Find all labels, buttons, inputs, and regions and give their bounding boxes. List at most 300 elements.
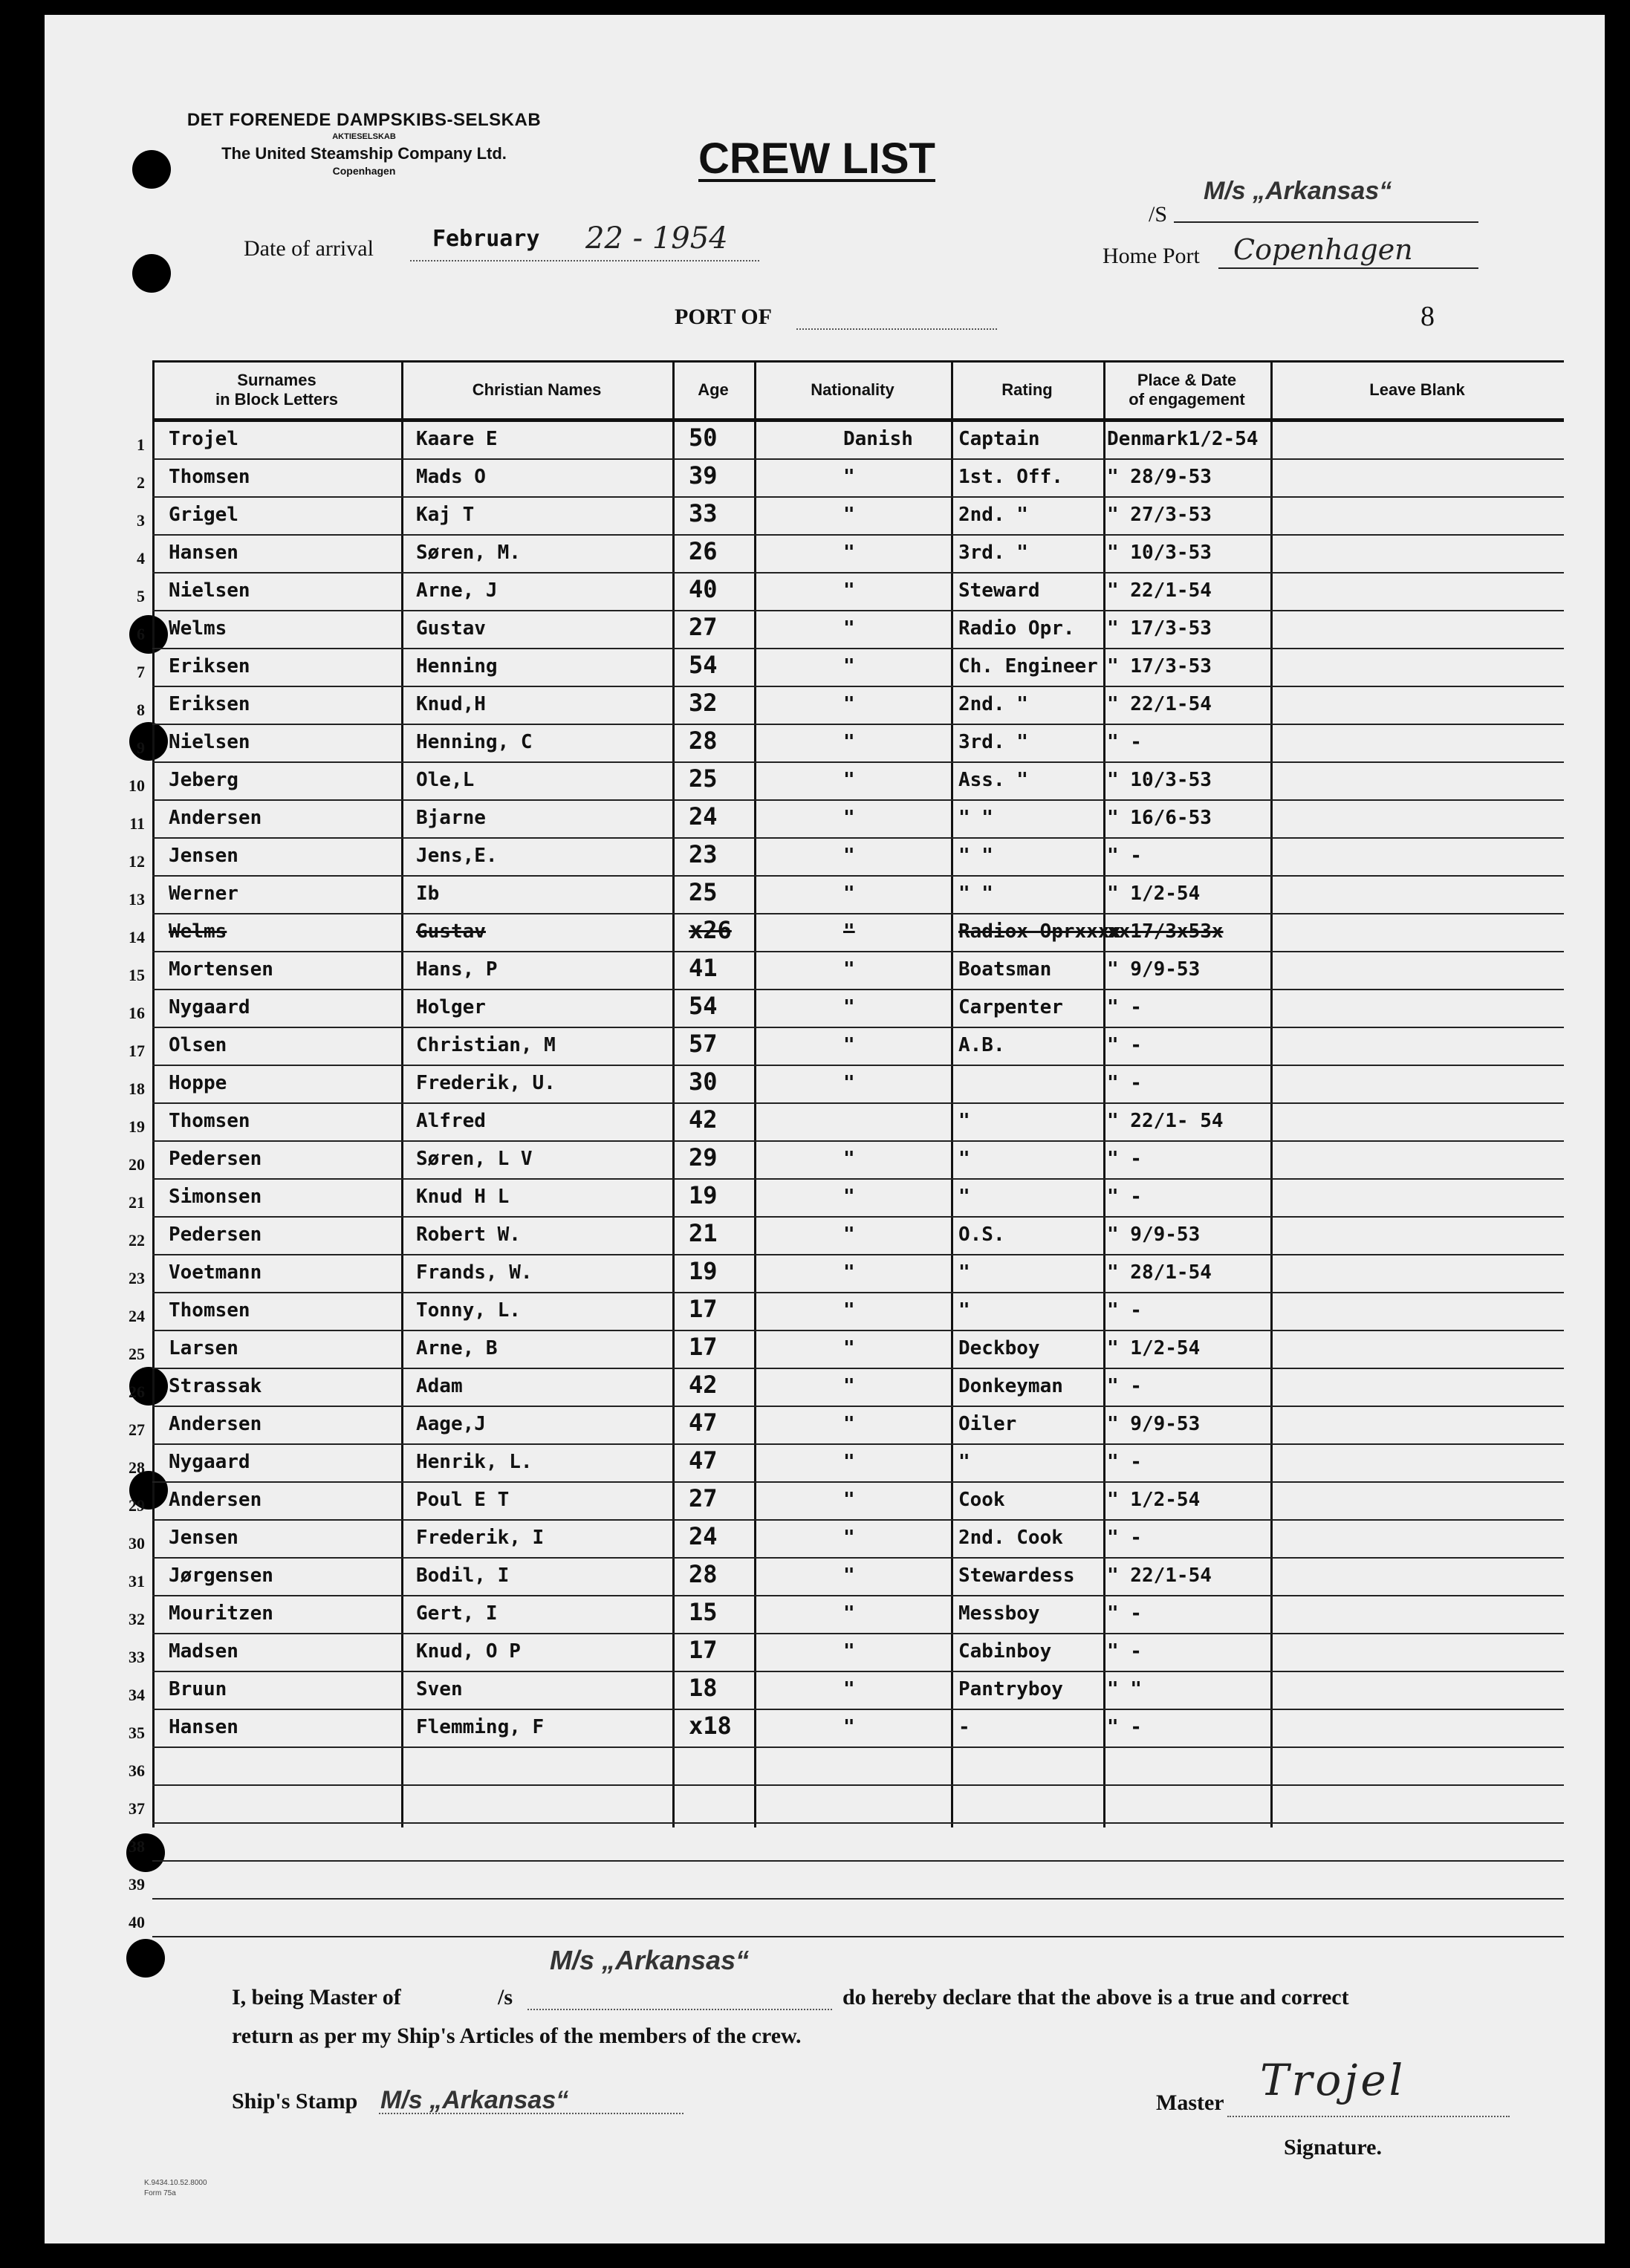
cell-engagement: " 22/1-54: [1107, 693, 1212, 715]
crew-table: [129, 360, 1564, 1931]
table-row: [129, 1786, 1564, 1824]
cell-nationality: ": [843, 693, 855, 715]
cell-nationality: ": [843, 1451, 855, 1473]
cell-christian: Jens,E.: [416, 845, 498, 867]
cell-surname: Strassak: [169, 1375, 262, 1397]
cell-engagement: " 9/9-53: [1107, 1413, 1201, 1435]
cell-surname: Mouritzen: [169, 1602, 273, 1625]
cell-nationality: ": [843, 1375, 855, 1397]
cell-age: 18: [689, 1674, 718, 1702]
cell-surname: Pedersen: [169, 1224, 262, 1246]
table-row: [129, 1255, 1564, 1293]
company-type: AKTIESELSKAB: [332, 132, 396, 141]
cell-age: 24: [689, 802, 718, 831]
row-number: 20: [129, 1155, 145, 1174]
cell-age: 24: [689, 1522, 718, 1550]
row-number: 14: [129, 928, 145, 946]
cell-rating: Pantryboy: [958, 1678, 1063, 1700]
row-number: 24: [129, 1307, 145, 1325]
cell-surname: Eriksen: [169, 655, 250, 678]
cell-christian: Arne, B: [416, 1337, 498, 1359]
cell-nationality: ": [843, 1716, 855, 1738]
cell-engagement: " -: [1107, 1527, 1142, 1549]
master-label: Master: [1156, 2090, 1224, 2115]
row-number: 28: [129, 1458, 145, 1477]
cell-engagement: " 1/2-54: [1107, 883, 1201, 905]
cell-age: 25: [689, 764, 718, 793]
table-row: [129, 1066, 1564, 1104]
cell-rating: Cook: [958, 1489, 1005, 1511]
cell-surname: Nielsen: [169, 731, 250, 753]
cell-christian: Gustav: [416, 617, 486, 640]
table-row: [129, 1672, 1564, 1710]
cell-age: 15: [689, 1598, 718, 1626]
cell-christian: Arne, J: [416, 579, 498, 602]
row-divider: [152, 1936, 1564, 1937]
cell-surname: Nygaard: [169, 996, 250, 1018]
cell-rating: Boatsman: [958, 958, 1052, 981]
company-name-danish: DET FORENEDE DAMPSKIBS-SELSKAB: [186, 110, 542, 130]
cell-engagement: " 17/3-53: [1107, 617, 1212, 640]
cell-surname: Mortensen: [169, 958, 273, 981]
table-row: [129, 1559, 1564, 1596]
cell-rating: Deckboy: [958, 1337, 1040, 1359]
cell-nationality: ": [843, 1489, 855, 1511]
cell-christian: Frederik, I: [416, 1527, 545, 1549]
table-row: [137, 687, 1564, 725]
table-row: [129, 1028, 1564, 1066]
cell-surname: Olsen: [169, 1034, 227, 1056]
row-number: 29: [129, 1496, 145, 1515]
cell-engagement: " 16/6-53: [1107, 807, 1212, 829]
ship-name-stamp: M/s „Arkansas“: [1204, 177, 1392, 205]
date-month: February: [432, 226, 540, 252]
cell-engagement: " -: [1107, 1072, 1142, 1094]
cell-age: x26: [689, 916, 732, 944]
cell-rating: ": [958, 1451, 970, 1473]
table-row: [129, 1331, 1564, 1369]
ships-stamp-label: Ship's Stamp: [232, 2089, 358, 2113]
table-row: [129, 1369, 1564, 1407]
cell-surname: Grigel: [169, 504, 238, 526]
cell-engagement: " -: [1107, 1186, 1142, 1208]
cell-rating: Messboy: [958, 1602, 1040, 1625]
row-number: 15: [129, 966, 145, 984]
cell-rating: Radiox Oprxxxx: [958, 920, 1122, 943]
cell-age: 19: [689, 1181, 718, 1209]
row-number: 40: [129, 1913, 145, 1931]
cell-surname: Jørgensen: [169, 1564, 273, 1587]
cell-christian: Knud, O P: [416, 1640, 521, 1663]
table-row: [129, 1748, 1564, 1786]
table-row: [137, 536, 1564, 574]
cell-rating: " ": [958, 883, 993, 905]
cell-age: 17: [689, 1333, 718, 1361]
cell-age: 39: [689, 461, 718, 490]
page-number: 8: [1420, 301, 1435, 332]
cell-engagement: " -: [1107, 1716, 1142, 1738]
cell-christian: Bodil, I: [416, 1564, 510, 1587]
cell-christian: Knud,H: [416, 693, 486, 715]
cell-age: 32: [689, 689, 718, 717]
cell-christian: Flemming, F: [416, 1716, 545, 1738]
col-header-age: Age: [698, 380, 729, 399]
cell-nationality: ": [843, 1413, 855, 1435]
row-number: 19: [129, 1117, 145, 1136]
cell-rating: 3rd. ": [958, 731, 1028, 753]
cell-engagement: " 9/9-53: [1107, 1224, 1201, 1246]
cell-age: 57: [689, 1030, 718, 1058]
table-row: [129, 990, 1564, 1028]
cell-age: 17: [689, 1295, 718, 1323]
master-signature-line: [1227, 2116, 1510, 2117]
cell-age: 47: [689, 1408, 718, 1437]
row-number: 16: [129, 1004, 145, 1022]
cell-surname: Voetmann: [169, 1261, 262, 1284]
table-row: [129, 1710, 1564, 1748]
table-row: [137, 649, 1564, 687]
ship-prefix: /S: [1149, 202, 1168, 227]
cell-rating: " ": [958, 807, 993, 829]
table-row: [129, 1483, 1564, 1521]
cell-christian: Henning: [416, 655, 498, 678]
cell-nationality: ": [843, 1527, 855, 1549]
master-signature: Trojel: [1260, 2055, 1406, 2105]
cell-christian: Ole,L: [416, 769, 475, 791]
row-number: 30: [129, 1534, 145, 1553]
cell-nationality: ": [843, 1072, 855, 1094]
cell-engagement: xx17/3x53x: [1107, 920, 1224, 943]
cell-age: 23: [689, 840, 718, 868]
cell-surname: Thomsen: [169, 1299, 250, 1322]
crew-list-document: [45, 15, 1605, 2243]
cell-engagement: " 17/3-53: [1107, 655, 1212, 678]
cell-christian: Holger: [416, 996, 486, 1018]
row-number: 25: [129, 1345, 145, 1363]
table-row: [137, 498, 1564, 536]
col-header-engagement: Place & Date of engagement: [1129, 371, 1245, 409]
cell-rating: ": [958, 1148, 970, 1170]
cell-surname: Pedersen: [169, 1148, 262, 1170]
cell-engagement: " 22/1-54: [1107, 579, 1212, 602]
cell-nationality: ": [843, 996, 855, 1018]
cell-surname: Nielsen: [169, 579, 250, 602]
row-number: 37: [129, 1799, 145, 1818]
cell-engagement: " -: [1107, 1451, 1142, 1473]
row-number: 26: [129, 1382, 145, 1401]
cell-engagement: " 9/9-53: [1107, 958, 1201, 981]
table-row: [129, 1445, 1564, 1483]
cell-age: 29: [689, 1143, 718, 1172]
cell-engagement: " -: [1107, 1375, 1142, 1397]
row-number: 35: [129, 1723, 145, 1742]
port-of-label: PORT OF: [675, 305, 772, 329]
cell-age: 26: [689, 537, 718, 565]
cell-age: 54: [689, 651, 718, 679]
cell-nationality: ": [843, 1640, 855, 1663]
cell-engagement: Denmark1/2-54: [1107, 428, 1259, 450]
cell-christian: Kaare E: [416, 428, 498, 450]
col-header-surnames: Surnames in Block Letters: [215, 371, 339, 409]
row-number: 32: [129, 1610, 145, 1628]
table-row: [129, 1218, 1564, 1255]
cell-age: 42: [689, 1105, 718, 1134]
cell-rating: " ": [958, 845, 993, 867]
cell-surname: Thomsen: [169, 1110, 250, 1132]
table-row: [129, 801, 1564, 839]
signature-label: Signature.: [1284, 2135, 1382, 2160]
row-number: 3: [137, 511, 145, 530]
table-row: [129, 1104, 1564, 1142]
cell-rating: Captain: [958, 428, 1040, 450]
cell-engagement: " -: [1107, 1148, 1142, 1170]
table-row: [129, 1180, 1564, 1218]
cell-rating: Steward: [958, 579, 1040, 602]
cell-surname: Hansen: [169, 1716, 238, 1738]
cell-christian: Christian, M: [416, 1034, 556, 1056]
cell-surname: Welms: [169, 920, 227, 943]
row-number: 10: [129, 776, 145, 795]
cell-surname: Werner: [169, 883, 238, 905]
table-row: [129, 1862, 1564, 1900]
cell-age: x18: [689, 1712, 732, 1740]
cell-rating: Radio Opr.: [958, 617, 1075, 640]
row-number: 18: [129, 1079, 145, 1098]
row-number: 17: [129, 1042, 145, 1060]
cell-age: 54: [689, 992, 718, 1020]
cell-rating: 1st. Off.: [958, 466, 1063, 488]
cell-rating: O.S.: [958, 1224, 1005, 1246]
table-row: [129, 914, 1564, 952]
cell-age: 28: [689, 1560, 718, 1588]
row-number: 22: [129, 1231, 145, 1250]
cell-age: 42: [689, 1371, 718, 1399]
form-code: K.9434.10.52.8000 Form 75a: [144, 2179, 207, 2197]
cell-nationality: ": [843, 1186, 855, 1208]
cell-nationality: ": [843, 920, 855, 943]
table-row: [137, 611, 1564, 649]
cell-age: 27: [689, 1484, 718, 1512]
cell-rating: Stewardess: [958, 1564, 1075, 1587]
row-number: 27: [129, 1420, 145, 1439]
cell-engagement: " -: [1107, 996, 1142, 1018]
cell-surname: Simonsen: [169, 1186, 262, 1208]
cell-rating: 2nd. ": [958, 693, 1028, 715]
company-city: Copenhagen: [332, 165, 396, 177]
table-row: [137, 574, 1564, 611]
cell-christian: Frederik, U.: [416, 1072, 556, 1094]
cell-christian: Poul E T: [416, 1489, 510, 1511]
cell-rating: Oiler: [958, 1413, 1017, 1435]
col-header-leave-blank: Leave Blank: [1369, 380, 1465, 399]
cell-nationality: ": [843, 617, 855, 640]
cell-engagement: " -: [1107, 1034, 1142, 1056]
row-number: 34: [129, 1686, 145, 1704]
cell-surname: Hansen: [169, 542, 238, 564]
cell-christian: Adam: [416, 1375, 463, 1397]
cell-christian: Bjarne: [416, 807, 486, 829]
row-number: 5: [137, 587, 145, 605]
row-number: 13: [129, 890, 145, 909]
cell-nationality: ": [843, 542, 855, 564]
cell-rating: Carpenter: [958, 996, 1063, 1018]
table-row: [129, 1142, 1564, 1180]
cell-age: 50: [689, 423, 718, 452]
cell-nationality: ": [843, 807, 855, 829]
cell-rating: 2nd. Cook: [958, 1527, 1063, 1549]
cell-age: 28: [689, 727, 718, 755]
cell-age: 17: [689, 1636, 718, 1664]
cell-rating: -: [958, 1716, 970, 1738]
table-row: [129, 839, 1564, 877]
cell-christian: Sven: [416, 1678, 463, 1700]
home-port-line: [1218, 267, 1478, 269]
punch-hole: [126, 1939, 165, 1978]
row-number: 4: [137, 549, 145, 568]
row-number: 7: [137, 663, 145, 681]
declaration-line2: return as per my Ship's Articles of the members of the crew.: [232, 2024, 802, 2048]
cell-nationality: ": [843, 958, 855, 981]
cell-surname: Jensen: [169, 1527, 238, 1549]
cell-rating: A.B.: [958, 1034, 1005, 1056]
cell-christian: Ib: [416, 883, 440, 905]
cell-rating: ": [958, 1186, 970, 1208]
cell-engagement: " 1/2-54: [1107, 1337, 1201, 1359]
row-number: 2: [137, 473, 145, 492]
row-number: 11: [129, 814, 145, 833]
cell-engagement: " ": [1107, 1678, 1142, 1700]
cell-rating: 2nd. ": [958, 504, 1028, 526]
cell-rating: ": [958, 1261, 970, 1284]
cell-nationality: ": [843, 769, 855, 791]
table-row: [129, 1900, 1564, 1937]
table-row: [129, 1407, 1564, 1445]
cell-christian: Tonny, L.: [416, 1299, 521, 1322]
cell-surname: Thomsen: [169, 466, 250, 488]
cell-christian: Kaj T: [416, 504, 475, 526]
col-header-christian-names: Christian Names: [472, 380, 602, 399]
cell-age: 47: [689, 1446, 718, 1475]
cell-nationality: ": [843, 1337, 855, 1359]
cell-engagement: " -: [1107, 845, 1142, 867]
cell-surname: Andersen: [169, 807, 262, 829]
cell-christian: Robert W.: [416, 1224, 521, 1246]
row-number: 38: [129, 1837, 145, 1856]
cell-engagement: " -: [1107, 731, 1142, 753]
declaration-end: do hereby declare that the above is a true and correct: [842, 1985, 1349, 2009]
cell-engagement: " 27/3-53: [1107, 504, 1212, 526]
cell-nationality: ": [843, 1261, 855, 1284]
home-port-label: Home Port: [1103, 244, 1200, 268]
row-number: 9: [137, 738, 145, 757]
company-name-english: The United Steamship Company Ltd.: [221, 144, 507, 163]
ship-name-line: [1174, 221, 1478, 223]
cell-christian: Mads O: [416, 466, 486, 488]
date-line: [410, 260, 759, 261]
cell-surname: Bruun: [169, 1678, 227, 1700]
cell-rating: Donkeyman: [958, 1375, 1063, 1397]
cell-christian: Frands, W.: [416, 1261, 533, 1284]
date-of-arrival-label: Date of arrival: [244, 236, 374, 261]
cell-surname: Eriksen: [169, 693, 250, 715]
table-row: [137, 460, 1564, 498]
cell-surname: Hoppe: [169, 1072, 227, 1094]
row-number: 6: [137, 625, 145, 643]
cell-nationality: ": [843, 731, 855, 753]
cell-surname: Nygaard: [169, 1451, 250, 1473]
cell-nationality: ": [843, 883, 855, 905]
declaration-ship-line: [527, 2009, 832, 2010]
cell-age: 21: [689, 1219, 718, 1247]
cell-engagement: " -: [1107, 1602, 1142, 1625]
cell-christian: Hans, P: [416, 958, 498, 981]
cell-engagement: " 28/1-54: [1107, 1261, 1212, 1284]
table-row: [129, 763, 1564, 801]
cell-christian: Alfred: [416, 1110, 486, 1132]
cell-christian: Aage,J: [416, 1413, 486, 1435]
cell-rating: 3rd. ": [958, 542, 1028, 564]
cell-surname: Madsen: [169, 1640, 238, 1663]
table-row: [129, 1634, 1564, 1672]
cell-age: 33: [689, 499, 718, 527]
cell-nationality: ": [843, 1034, 855, 1056]
cell-surname: Trojel: [169, 428, 238, 450]
cell-age: 41: [689, 954, 718, 982]
cell-christian: Henrik, L.: [416, 1451, 533, 1473]
cell-rating: Cabinboy: [958, 1640, 1052, 1663]
cell-christian: Søren, L V: [416, 1148, 533, 1170]
page-title: CREW LIST: [698, 134, 935, 183]
row-number: 8: [137, 701, 145, 719]
cell-nationality: ": [843, 1224, 855, 1246]
cell-engagement: " 22/1-54: [1107, 1564, 1212, 1587]
cell-nationality: ": [843, 466, 855, 488]
cell-christian: Gert, I: [416, 1602, 498, 1625]
cell-nationality: Danish: [843, 428, 913, 450]
cell-engagement: " 22/1- 54: [1107, 1110, 1224, 1132]
home-port-value: Copenhagen: [1233, 233, 1413, 266]
row-number: 31: [129, 1572, 145, 1590]
cell-engagement: " 10/3-53: [1107, 542, 1212, 564]
row-number: 12: [129, 852, 145, 871]
row-number: 1: [137, 435, 145, 454]
row-number: 23: [129, 1269, 145, 1287]
col-header-nationality: Nationality: [811, 380, 894, 399]
table-row: [129, 877, 1564, 914]
cell-engagement: " -: [1107, 1299, 1142, 1322]
company-header: [156, 110, 572, 177]
cell-surname: Larsen: [169, 1337, 238, 1359]
cell-christian: Henning, C: [416, 731, 533, 753]
table-row: [137, 725, 1564, 763]
cell-surname: Jensen: [169, 845, 238, 867]
cell-surname: Welms: [169, 617, 227, 640]
cell-rating: ": [958, 1299, 970, 1322]
cell-engagement: " 1/2-54: [1107, 1489, 1201, 1511]
cell-nationality: ": [843, 1602, 855, 1625]
cell-christian: Gustav: [416, 920, 486, 943]
cell-christian: Knud H L: [416, 1186, 510, 1208]
table-row: [137, 422, 1564, 460]
col-header-rating: Rating: [1001, 380, 1053, 399]
table-row: [129, 1824, 1564, 1862]
row-number: 36: [129, 1761, 145, 1780]
cell-nationality: ": [843, 845, 855, 867]
table-row: [129, 952, 1564, 990]
cell-engagement: " 10/3-53: [1107, 769, 1212, 791]
cell-surname: Jeberg: [169, 769, 238, 791]
date-day-year: 22 - 1954: [585, 221, 728, 256]
